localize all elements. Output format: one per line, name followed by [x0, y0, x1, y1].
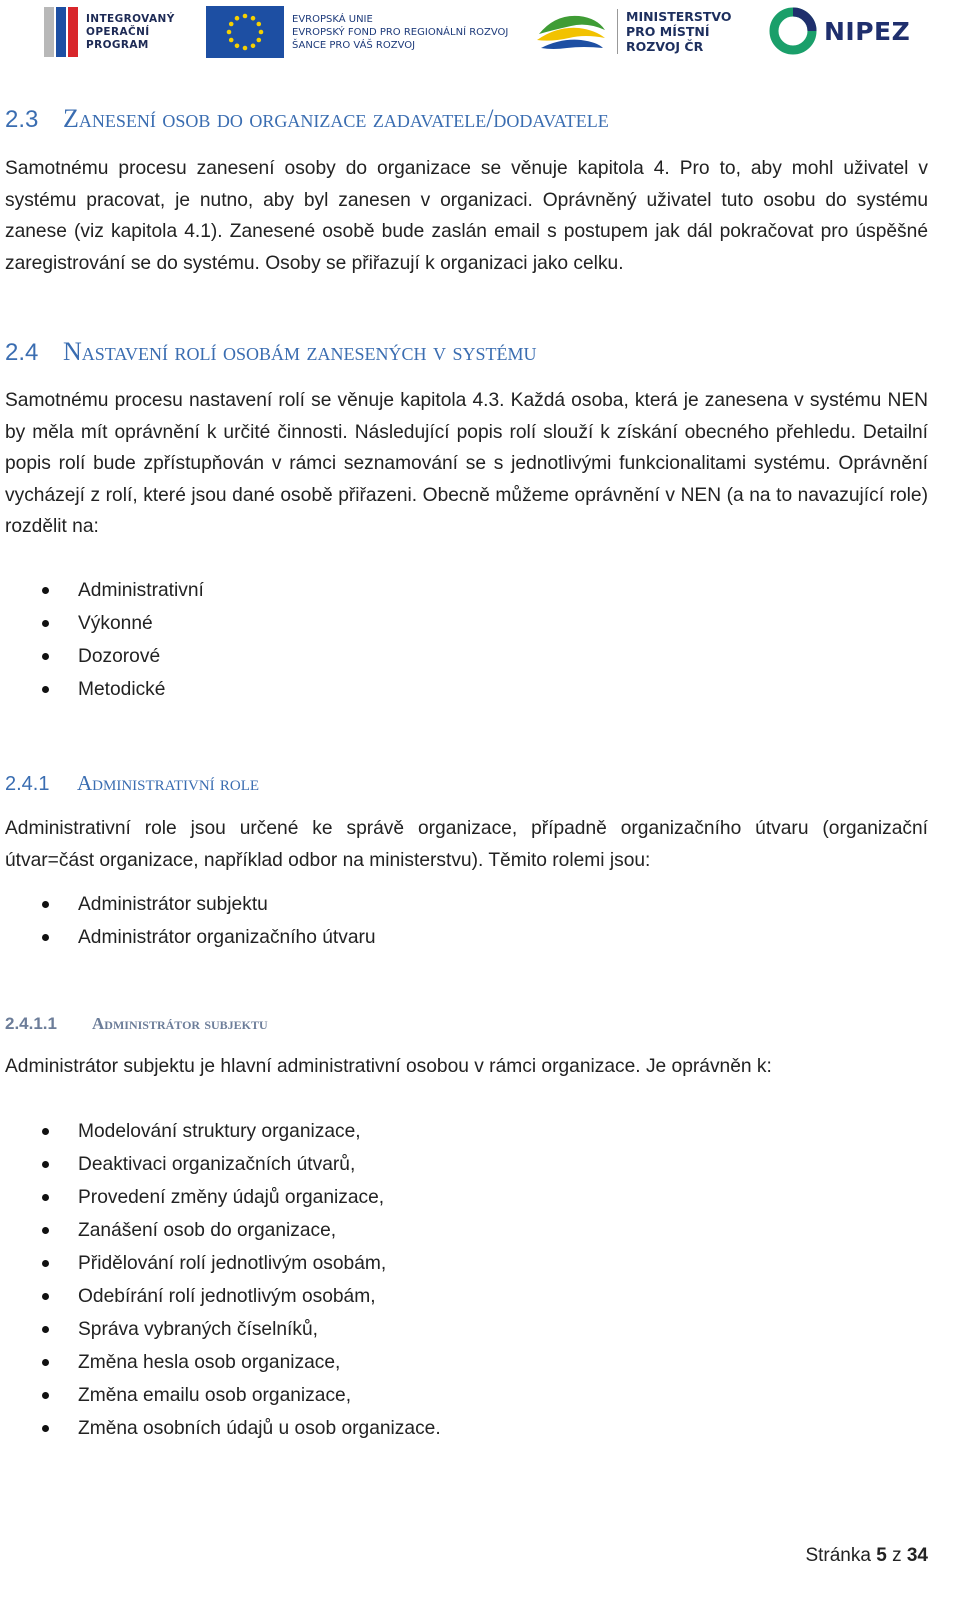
heading-title: Administrativní role	[77, 771, 260, 795]
eu-logo	[206, 6, 508, 58]
eu-flag-icon	[206, 6, 284, 58]
current-page-number: 5	[876, 1545, 887, 1566]
list-item: Administrátor subjektu	[5, 888, 376, 921]
paragraph-2-4-1-1: Administrátor subjektu je hlavní administrativní osobou v rámci organizace. Je oprávněn k:	[5, 1056, 772, 1077]
footer-sep: z	[892, 1545, 902, 1566]
nipez-logo	[768, 6, 910, 56]
mmr-text-line: MINISTERSTVO	[626, 8, 732, 24]
heading-2-4-1-1	[5, 1014, 268, 1034]
permissions-list	[5, 1115, 441, 1445]
iop-text-line: PROGRAM	[86, 38, 149, 51]
nipez-logo-icon	[768, 6, 818, 56]
iop-logo	[44, 6, 175, 58]
iop-logo-mark	[44, 7, 78, 57]
mmr-logo	[535, 8, 732, 54]
nipez-logo-text: NIPEZ	[824, 16, 911, 46]
list-item: Administrativní	[5, 574, 204, 607]
heading-number: 2.4.1	[5, 773, 50, 795]
list-item: Zanášení osob do organizace,	[5, 1214, 441, 1247]
heading-title: Administrátor subjektu	[92, 1014, 268, 1033]
iop-text-line: OPERAČNÍ	[86, 25, 150, 38]
list-item: Odebírání rolí jednotlivým osobám,	[5, 1280, 441, 1313]
heading-2-4	[5, 337, 537, 367]
list-item: Výkonné	[5, 607, 204, 640]
list-item: Přidělování rolí jednotlivým osobám,	[5, 1247, 441, 1280]
mmr-logo-icon	[535, 8, 607, 54]
heading-number: 2.3	[5, 106, 39, 133]
total-pages-number: 34	[906, 1545, 928, 1566]
list-item: Metodické	[5, 673, 204, 706]
header-logos	[0, 0, 960, 70]
iop-text-line: INTEGROVANÝ	[86, 12, 175, 25]
eu-text-line: ŠANCE PRO VÁŠ ROZVOJ	[292, 39, 416, 51]
paragraph-2-3: Samotnému procesu zanesení osoby do organizace se věnuje kapitola 4. Pro to, aby mohl uživatel v systému pracovat, je nutno, aby byl zanesen v organizaci. Oprávněný uživatel tuto osobu do systému zanese (viz kapitola 4.1). Zanesené osobě bude zaslán email s postupem jak dál pokračovat pro úspěšné zaregistrování se do systému. Osoby se přiřazují k organizaci jako celku.	[5, 158, 928, 274]
eu-text-line: EVROPSKÁ UNIE	[292, 13, 373, 25]
list-item: Změna osobních údajů u osob organizace.	[5, 1412, 441, 1445]
heading-title: Nastavení rolí osobám zanesených v systému	[63, 337, 537, 366]
list-item: Změna hesla osob organizace,	[5, 1346, 441, 1379]
admin-roles-list	[5, 888, 376, 954]
list-item: Dozorové	[5, 640, 204, 673]
heading-title: Zanesení osob do organizace zadavatele/dodavatele	[63, 104, 609, 133]
heading-2-4-1	[5, 771, 259, 796]
paragraph-2-4-1: Administrativní role jsou určené ke správě organizace, případně organizačního útvaru (organizační útvar=část organizace, například odbor na ministerstvu). Těmito rolemi jsou:	[5, 818, 928, 871]
list-item: Administrátor organizačního útvaru	[5, 921, 376, 954]
mmr-text-line: ROZVOJ ČR	[626, 38, 704, 54]
eu-text-line: EVROPSKÝ FOND PRO REGIONÁLNÍ ROZVOJ	[292, 26, 509, 38]
heading-number: 2.4	[5, 339, 39, 366]
list-item: Změna emailu osob organizace,	[5, 1379, 441, 1412]
heading-2-3	[5, 104, 609, 134]
list-item: Provedení změny údajů organizace,	[5, 1181, 441, 1214]
mmr-text-line: PRO MÍSTNÍ	[626, 23, 710, 39]
heading-number: 2.4.1.1	[5, 1014, 57, 1033]
paragraph-2-4: Samotnému procesu nastavení rolí se věnuje kapitola 4.3. Každá osoba, která je zanesena v systému NEN by měla mít oprávnění k určité činnosti. Následující popis rolí slouží k získání obecného přehledu. Detailní popis rolí bude zpřístupňován v rámci seznamování se s jednotlivými funkcionalitami systému. Oprávnění vycházejí z rolí, které jsou dané osobě přiřazeni. Obecně můžeme oprávnění v NEN (a na to navazující role) rozdělit na:	[5, 390, 928, 538]
list-item: Modelování struktury organizace,	[5, 1115, 441, 1148]
page-footer	[805, 1545, 928, 1567]
footer-prefix: Stránka	[805, 1545, 871, 1566]
roles-list	[5, 574, 204, 706]
list-item: Deaktivaci organizačních útvarů,	[5, 1148, 441, 1181]
list-item: Správa vybraných číselníků,	[5, 1313, 441, 1346]
